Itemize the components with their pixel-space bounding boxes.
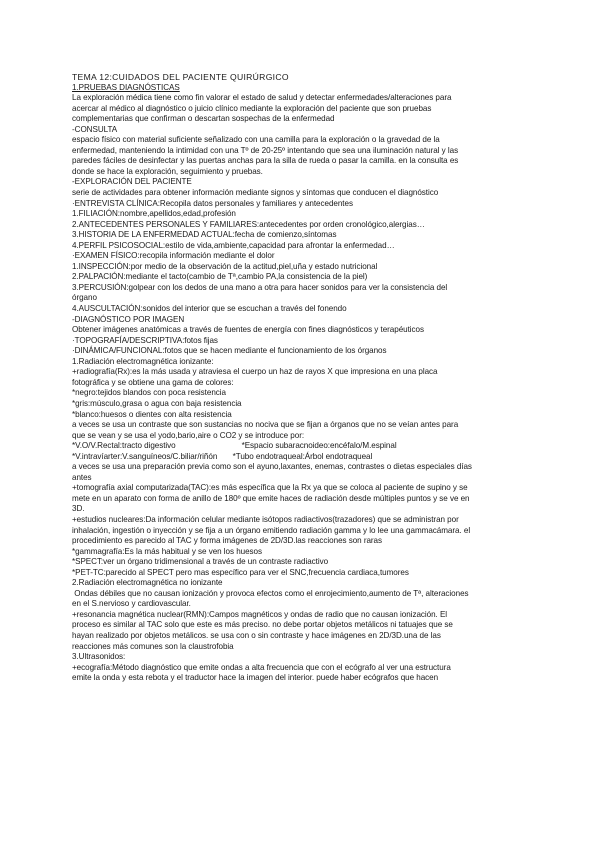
text-line: en el S.nervioso y cardiovascular. xyxy=(72,599,191,609)
text-line: *gammagrafía:Es la más habitual y se ven los huesos xyxy=(72,546,263,556)
text-line: enfermedad, manteniendo la intimidad con una Tº de 20-25º intentando que sea una iluminación natural y las xyxy=(72,145,459,155)
text-line: paredes fáciles de desinfectar y las puertas anchas para la silla de rueda o pasar la camilla. en la consulta es xyxy=(72,156,459,166)
text-line: +resonancia magnética nuclear(RMN):Campos magnéticos y ondas de radio que no causan ionización. El xyxy=(72,609,448,619)
text-line: mete en un aparato con forma de anillo de 180º que emite haces de radiación desde múltiples puntos y se ve en xyxy=(72,493,470,503)
text-line: ·DINÁMICA/FUNCIONAL:fotos que se hacen mediante el funcionamiento de los órganos xyxy=(72,346,387,356)
text-line: 3.PERCUSIÓN:golpear con los dedos de una mano a otra para hacer sonidos para ver la consistencia del xyxy=(72,282,448,292)
text-line: reacciones más comunes son la claustrofobia xyxy=(72,641,234,651)
text-line: 3.Ultrasonidos: xyxy=(72,652,126,662)
text-line: *gris:músculo,grasa o agua con baja resistencia xyxy=(72,398,242,408)
text-line: ·EXAMEN FÍSICO:recopila información mediante el dolor xyxy=(72,251,275,261)
text-line: proceso es similar al TAC solo que este es más preciso. no debe portar objetos metálicos ni tatuajes que se xyxy=(72,620,453,630)
text-line: acercar al médico al diagnóstico o juicio clínico mediante la exploración del paciente que son pruebas xyxy=(72,103,432,113)
text-line: que se vean y se usa el yodo,bario,aire o CO2 y se introduce por: xyxy=(72,430,305,440)
text-line: antes xyxy=(72,472,92,482)
text-line: *V.intravíarter:V.sanguíneos/C.biliar/riñón *Tubo endotraqueal:Árbol endotraqueal xyxy=(72,451,373,461)
text-line: 2.Radiación electromagnética no ionizante xyxy=(72,578,223,588)
document-body xyxy=(72,72,528,684)
text-line: 3D. xyxy=(72,504,85,514)
text-line: serie de actividades para obtener información mediante signos y síntomas que conducen el diagnóstico xyxy=(72,188,439,198)
text-line: inhalación, ingestión o inyección y se fija a un órgano emitiendo radiación gamma y lo lee una gammacámara. el xyxy=(72,525,471,535)
text-line: fotográfica y se obtiene una gama de colores: xyxy=(72,377,234,387)
text-line: ·ENTREVISTA CLÍNICA:Recopila datos personales y familiares y antecedentes xyxy=(72,198,353,208)
text-line: a veces se usa un contraste que son sustancias no nociva que se fijan a órganos que no se veían antes para xyxy=(72,420,459,430)
text-line: +tomografía axial computarizada(TAC):es más específica que la Rx ya que se coloca al paciente de supino y se xyxy=(72,483,468,493)
text-line: espacio físico con material suficiente señalizado con una camilla para la exploración o la gravedad de la xyxy=(72,135,440,145)
text-line: *PET-TC:parecido al SPECT pero mas específico para ver el SNC,frecuencia cardiaca,tumores xyxy=(72,567,409,577)
text-line: 4.AUSCULTACIÓN:sonidos del interior que se escuchan a través del fonendo xyxy=(72,304,347,314)
text-line: +ecografía:Método diagnóstico que emite ondas a alta frecuencia que con el ecógrafo al ver una estructura xyxy=(72,662,451,672)
text-line: -DIAGNÓSTICO POR IMAGEN xyxy=(72,314,185,324)
text-line: 1.INSPECCIÓN:por medio de la observación de la actitud,piel,uña y estado nutricional xyxy=(72,261,378,271)
text-line: Ondas débiles que no causan ionización y provoca efectos como el enrojecimiento,aumento de Tª, alteraciones xyxy=(72,588,469,598)
text-line: La exploración médica tiene como fin valorar el estado de salud y detectar enfermedades/alteraciones para xyxy=(72,93,452,103)
document-title: TEMA 12:CUIDADOS DEL PACIENTE QUIRÚRGICO xyxy=(72,72,289,82)
text-line: donde se hace la exploración, seguimiento y pruebas. xyxy=(72,166,263,176)
text-line: emite la onda y esta rebota y el traductor hace la imagen del interior. puede haber ecógrafos que hacen xyxy=(72,673,439,683)
text-line: -CONSULTA xyxy=(72,124,118,134)
text-line: complementarias que confirman o descartan sospechas de la enfermedad xyxy=(72,114,335,124)
text-line: 2.ANTECEDENTES PERSONALES Y FAMILIARES:antecedentes por orden cronológico,alergias… xyxy=(72,219,425,229)
text-line: 3.HISTORIA DE LA ENFERMEDAD ACTUAL:fecha de comienzo,síntomas xyxy=(72,230,337,240)
text-line: procedimiento es parecido al TAC y forma imágenes de 2D/3D.las reacciones son raras xyxy=(72,536,383,546)
text-line: 2.PALPACIÓN:mediante el tacto(cambio de Tª,cambio PA,la consistencia de la piel) xyxy=(72,272,368,282)
section-heading: 1.PRUEBAS DIAGNÓSTICAS xyxy=(72,82,180,92)
text-line: 4.PERFIL PSICOSOCIAL:estilo de vida,ambiente,capacidad para afrontar la enfermedad… xyxy=(72,240,395,250)
text-line: +estudios nucleares:Da información celular mediante isótopos radiactivos(trazadores) que se administran por xyxy=(72,514,459,524)
text-line: *V.O/V.Rectal:tracto digestivo *Espacio subaracnoideo:encéfalo/M.espinal xyxy=(72,441,397,451)
text-line: a veces se usa una preparación previa como son el ayuno,laxantes, enemas, contrastes o dietas especiales días xyxy=(72,462,472,472)
text-line: +radiografía(Rx):es la más usada y atraviesa el cuerpo un haz de rayos X que impresiona en una placa xyxy=(72,367,438,377)
text-line: Obtener imágenes anatómicas a través de fuentes de energía con fines diagnósticos y terapéuticos xyxy=(72,325,424,335)
text-line: hayan realizado por objetos metálicos. se usa con o sin contraste y hace imágenes en 2D/3D.una de las xyxy=(72,630,441,640)
text-line: *negro:tejidos blandos con poca resistencia xyxy=(72,388,226,398)
text-line: ·TOPOGRAFÍA/DESCRIPTIVA:fotos fijas xyxy=(72,335,218,345)
text-line: 1.Radiación electromagnética ionizante: xyxy=(72,356,214,366)
text-line: órgano xyxy=(72,293,97,303)
text-line: 1.FILIACIÓN:nombre,apellidos,edad,profesión xyxy=(72,209,236,219)
text-line: *SPECT:ver un órgano tridimensional a través de un contraste radiactivo xyxy=(72,557,329,567)
text-line: -EXPLORACIÓN DEL PACIENTE xyxy=(72,177,192,187)
text-line: *blanco:huesos o dientes con alta resistencia xyxy=(72,409,232,419)
